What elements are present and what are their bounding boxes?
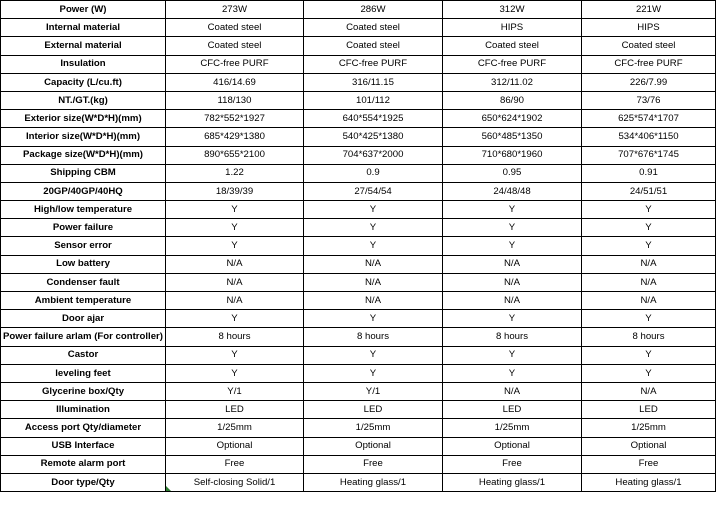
- cell-model-2: CFC-free PURF: [304, 55, 443, 73]
- cell-model-1: 782*552*1927: [166, 110, 304, 128]
- table-row: [1, 364, 716, 382]
- cell-model-2: LED: [304, 401, 443, 419]
- row-label: leveling feet: [1, 364, 166, 382]
- cell-model-2: N/A: [304, 255, 443, 273]
- table-row: [1, 219, 716, 237]
- cell-model-3: CFC-free PURF: [443, 55, 582, 73]
- table-row: [1, 310, 716, 328]
- row-label: Condenser fault: [1, 273, 166, 291]
- cell-model-1: 8 hours: [166, 328, 304, 346]
- row-label: Ambient temperature: [1, 292, 166, 310]
- cell-model-1: Y: [166, 201, 304, 219]
- cell-model-2: N/A: [304, 292, 443, 310]
- cell-model-1: 685*429*1380: [166, 128, 304, 146]
- cell-model-4: CFC-free PURF: [582, 55, 716, 73]
- cell-model-3: Optional: [443, 437, 582, 455]
- table-row: [1, 273, 716, 291]
- table-row: [1, 328, 716, 346]
- cell-model-1: 890*655*2100: [166, 146, 304, 164]
- cell-model-2: N/A: [304, 273, 443, 291]
- row-label: Glycerine box/Qty: [1, 382, 166, 400]
- cell-text: Self-closing Solid/1: [193, 476, 276, 488]
- cell-model-2: 540*425*1380: [304, 128, 443, 146]
- cell-model-4: Optional: [582, 437, 716, 455]
- cell-model-3: Y: [443, 310, 582, 328]
- cell-model-4: N/A: [582, 255, 716, 273]
- cell-model-4: 8 hours: [582, 328, 716, 346]
- table-row: [1, 73, 716, 91]
- row-label: Remote alarm port: [1, 455, 166, 473]
- cell-model-2: Heating glass/1: [304, 473, 443, 491]
- cell-model-1: Y/1: [166, 382, 304, 400]
- cell-model-3: Y: [443, 364, 582, 382]
- cell-model-4: LED: [582, 401, 716, 419]
- cell-model-2: 101/112: [304, 91, 443, 109]
- cell-model-3: Coated steel: [443, 37, 582, 55]
- row-label: 20GP/40GP/40HQ: [1, 182, 166, 200]
- table-row: [1, 182, 716, 200]
- cell-model-1: Y: [166, 310, 304, 328]
- cell-model-4: Y: [582, 364, 716, 382]
- row-label: Low battery: [1, 255, 166, 273]
- cell-model-2: Y/1: [304, 382, 443, 400]
- cell-model-2: 8 hours: [304, 328, 443, 346]
- cell-model-1: Free: [166, 455, 304, 473]
- cell-model-3: 560*485*1350: [443, 128, 582, 146]
- cell-model-2: Y: [304, 310, 443, 328]
- cell-model-2: 1/25mm: [304, 419, 443, 437]
- row-label: Access port Qty/diameter: [1, 419, 166, 437]
- cell-model-1: 118/130: [166, 91, 304, 109]
- cell-model-3: Heating glass/1: [443, 473, 582, 491]
- row-label: Power (W): [1, 1, 166, 19]
- cell-model-2: Optional: [304, 437, 443, 455]
- table-row: [1, 37, 716, 55]
- cell-model-2: 316/11.15: [304, 73, 443, 91]
- cell-model-4: N/A: [582, 273, 716, 291]
- table-row: [1, 110, 716, 128]
- row-label: Internal material: [1, 19, 166, 37]
- cell-model-3: 710*680*1960: [443, 146, 582, 164]
- table-row: [1, 1, 716, 19]
- cell-model-1: Y: [166, 219, 304, 237]
- row-label: Exterior size(W*D*H)(mm): [1, 110, 166, 128]
- row-label: Package size(W*D*H)(mm): [1, 146, 166, 164]
- cell-model-2: 0.9: [304, 164, 443, 182]
- table-row: [1, 346, 716, 364]
- cell-model-4: Heating glass/1: [582, 473, 716, 491]
- cell-model-4: Y: [582, 346, 716, 364]
- cell-model-4: 226/7.99: [582, 73, 716, 91]
- cell-model-4: 221W: [582, 1, 716, 19]
- cell-model-4: Free: [582, 455, 716, 473]
- table-row: [1, 473, 716, 491]
- cell-model-4: Coated steel: [582, 37, 716, 55]
- cell-model-2: 27/54/54: [304, 182, 443, 200]
- cell-model-1: 18/39/39: [166, 182, 304, 200]
- row-label: NT./GT.(kg): [1, 91, 166, 109]
- row-label: High/low temperature: [1, 201, 166, 219]
- cell-model-2: Y: [304, 237, 443, 255]
- cell-model-3: Y: [443, 219, 582, 237]
- cell-model-4: Y: [582, 237, 716, 255]
- row-label: Illumination: [1, 401, 166, 419]
- cell-model-3: 24/48/48: [443, 182, 582, 200]
- table-row: [1, 419, 716, 437]
- table-row: [1, 164, 716, 182]
- cell-model-1: N/A: [166, 273, 304, 291]
- cell-model-2: 640*554*1925: [304, 110, 443, 128]
- row-label: Door type/Qty: [1, 473, 166, 491]
- cell-model-2: Free: [304, 455, 443, 473]
- cell-model-1: 1.22: [166, 164, 304, 182]
- cell-model-3: 312/11.02: [443, 73, 582, 91]
- cell-model-2: 704*637*2000: [304, 146, 443, 164]
- cell-model-2: Y: [304, 201, 443, 219]
- cell-model-4: Y: [582, 219, 716, 237]
- cell-model-1: Coated steel: [166, 37, 304, 55]
- table-row: [1, 19, 716, 37]
- cell-model-4: 534*406*1150: [582, 128, 716, 146]
- cell-model-1: Optional: [166, 437, 304, 455]
- cell-model-2: Coated steel: [304, 37, 443, 55]
- cell-model-1: Y: [166, 346, 304, 364]
- cell-model-4: 24/51/51: [582, 182, 716, 200]
- cell-model-1: Coated steel: [166, 19, 304, 37]
- cell-model-3: 86/90: [443, 91, 582, 109]
- table-row: [1, 146, 716, 164]
- row-label: Interior size(W*D*H)(mm): [1, 128, 166, 146]
- cell-model-2: Y: [304, 219, 443, 237]
- table-row: [1, 292, 716, 310]
- table-row: [1, 55, 716, 73]
- row-label: External material: [1, 37, 166, 55]
- cell-model-3: N/A: [443, 255, 582, 273]
- table-row: [1, 382, 716, 400]
- cell-model-2: Y: [304, 346, 443, 364]
- row-label: Shipping CBM: [1, 164, 166, 182]
- cell-model-1: 273W: [166, 1, 304, 19]
- cell-model-4: N/A: [582, 292, 716, 310]
- cell-model-4: 73/76: [582, 91, 716, 109]
- row-label: Door ajar: [1, 310, 166, 328]
- cell-model-4: 1/25mm: [582, 419, 716, 437]
- cell-model-3: N/A: [443, 292, 582, 310]
- row-label: USB Interface: [1, 437, 166, 455]
- cell-model-4: 707*676*1745: [582, 146, 716, 164]
- cell-model-3: N/A: [443, 273, 582, 291]
- cell-model-1: Y: [166, 237, 304, 255]
- cell-model-4: 0.91: [582, 164, 716, 182]
- cell-model-3: Y: [443, 201, 582, 219]
- row-label: Castor: [1, 346, 166, 364]
- cell-model-3: 8 hours: [443, 328, 582, 346]
- cell-model-3: Free: [443, 455, 582, 473]
- cell-model-1: CFC-free PURF: [166, 55, 304, 73]
- cell-model-3: N/A: [443, 382, 582, 400]
- cell-model-3: LED: [443, 401, 582, 419]
- cell-model-3: Y: [443, 237, 582, 255]
- cell-model-3: HIPS: [443, 19, 582, 37]
- corner-marker-icon: [166, 486, 171, 491]
- table-row: [1, 128, 716, 146]
- cell-model-4: Y: [582, 201, 716, 219]
- row-label: Insulation: [1, 55, 166, 73]
- table-row: [1, 91, 716, 109]
- cell-model-3: 650*624*1902: [443, 110, 582, 128]
- cell-model-3: Y: [443, 346, 582, 364]
- table-row: [1, 401, 716, 419]
- row-label: Capacity (L/cu.ft): [1, 73, 166, 91]
- table-row: [1, 437, 716, 455]
- cell-model-2: Y: [304, 364, 443, 382]
- cell-model-1: N/A: [166, 292, 304, 310]
- cell-model-1: Y: [166, 364, 304, 382]
- cell-model-1: LED: [166, 401, 304, 419]
- row-label: Sensor error: [1, 237, 166, 255]
- row-label: Power failure arlam (For controller): [1, 328, 166, 346]
- table-row: [1, 455, 716, 473]
- cell-model-3: 0.95: [443, 164, 582, 182]
- cell-model-3: 1/25mm: [443, 419, 582, 437]
- table-row: [1, 255, 716, 273]
- cell-model-4: Y: [582, 310, 716, 328]
- table-row: [1, 237, 716, 255]
- cell-model-2: Coated steel: [304, 19, 443, 37]
- table-row: [1, 201, 716, 219]
- cell-model-3: 312W: [443, 1, 582, 19]
- cell-model-1: N/A: [166, 255, 304, 273]
- cell-model-4: 625*574*1707: [582, 110, 716, 128]
- cell-model-1: 1/25mm: [166, 419, 304, 437]
- cell-model-1: [166, 473, 304, 491]
- cell-model-4: HIPS: [582, 19, 716, 37]
- row-label: Power failure: [1, 219, 166, 237]
- cell-model-2: 286W: [304, 1, 443, 19]
- spec-table-body: [1, 1, 716, 492]
- cell-model-1: 416/14.69: [166, 73, 304, 91]
- cell-model-4: N/A: [582, 382, 716, 400]
